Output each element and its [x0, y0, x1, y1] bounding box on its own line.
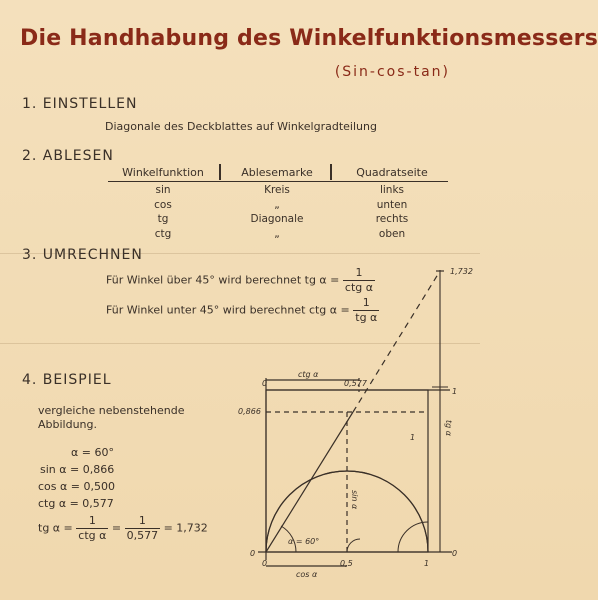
angle-line	[266, 412, 353, 552]
label-1-side: 1	[410, 433, 416, 442]
section-ablesen-heading: 2. ABLESEN	[22, 148, 114, 164]
label-cos: cos α	[296, 570, 318, 579]
table-cell: ctg	[154, 228, 172, 240]
table-header-ablesemarke: Ablesemarke	[241, 166, 313, 179]
beispiel-intro-line1: vergleiche nebenstehende	[38, 404, 185, 417]
fraction-denominator: tg α	[355, 311, 378, 324]
table-cell: Kreis	[264, 184, 290, 196]
fraction-denominator: ctg α	[344, 281, 373, 294]
label-0-left: 0	[250, 549, 256, 558]
label-0866: 0,866	[238, 407, 261, 416]
equals-sign: =	[111, 521, 122, 535]
label-ctg: ctg α	[298, 370, 319, 379]
beispiel-cos: cos α = 0,500	[38, 480, 115, 493]
section-einstellen-heading: 1. EINSTELLEN	[22, 96, 138, 112]
table-cell: „	[274, 199, 280, 211]
page-title: Die Handhabung des Winkelfunktionsmessers	[20, 26, 598, 51]
beispiel-ctg: ctg α = 0,577	[38, 497, 114, 510]
label-05: 0,5	[340, 559, 353, 568]
angle-line-extension	[353, 271, 440, 412]
rule-over-45-text: Für Winkel über 45° wird berechnet tg α =	[106, 273, 340, 287]
label-0-bottom: 0	[262, 559, 268, 568]
beispiel-alpha: α = 60°	[71, 446, 114, 459]
rule-under-45-text: Für Winkel unter 45° wird berechnet ctg α =	[106, 303, 350, 317]
label-0-right: 0	[452, 549, 458, 558]
table-cell: rechts	[375, 213, 409, 225]
table-cell: oben	[378, 228, 406, 240]
page-subtitle: (Sin-cos-tan)	[334, 64, 450, 80]
section-umrechnen-heading: 3. UMRECHNEN	[22, 247, 143, 263]
fraction-numerator: 1	[76, 514, 108, 529]
beispiel-tg-prefix: tg α =	[38, 521, 73, 535]
label-1-top: 1	[452, 387, 458, 396]
label-1-bottom: 1	[424, 559, 430, 568]
fraction-denominator: ctg α	[78, 529, 107, 542]
table-cell: „	[274, 228, 280, 240]
table-header-quadratseite: Quadratseite	[356, 166, 428, 179]
fraction-numerator: 1	[343, 266, 375, 281]
table-cell: unten	[376, 199, 408, 211]
label-0577: 0,577	[344, 379, 367, 388]
label-sin: sin α	[350, 490, 359, 510]
label-0-top: 0	[262, 379, 268, 388]
label-tg: tg α	[444, 420, 453, 437]
fraction-denominator: 0,577	[126, 529, 159, 542]
section-beispiel-heading: 4. BEISPIEL	[22, 372, 112, 388]
corner-arc	[347, 539, 360, 552]
beispiel-sin: sin α = 0,866	[40, 463, 115, 476]
label-angle: α = 60°	[288, 537, 320, 546]
table-cell: cos	[154, 199, 172, 211]
table-cell: tg	[157, 213, 169, 225]
table-cell: sin	[155, 184, 171, 196]
fraction-numerator: 1	[125, 514, 161, 529]
table-cell: links	[379, 184, 405, 196]
section-einstellen-text: Diagonale des Deckblattes auf Winkelgradteilung	[105, 120, 377, 133]
beispiel-intro-line2: Abbildung.	[38, 418, 98, 431]
fraction-numerator: 1	[353, 296, 379, 311]
label-1732: 1,732	[450, 267, 473, 276]
table-cell: Diagonale	[250, 213, 304, 225]
table-header-winkelfunktion: Winkelfunktion	[122, 166, 204, 179]
beispiel-tg-result: = 1,732	[163, 521, 208, 535]
